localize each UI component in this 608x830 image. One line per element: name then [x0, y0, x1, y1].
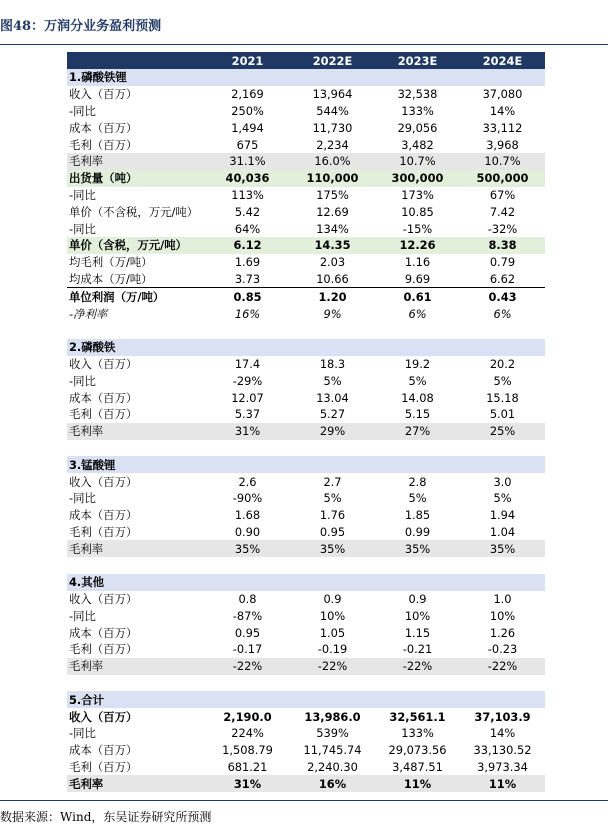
value-cell: 6%	[493, 306, 512, 321]
value-cell: 14.08	[401, 390, 434, 405]
row-label: 收入（百万）	[69, 87, 138, 102]
section-title: 5.合计	[67, 691, 205, 708]
row-label: 单位利润（万/吨）	[69, 289, 165, 304]
value-cell: 1.69	[234, 255, 261, 270]
value-cell: 11,730	[312, 120, 353, 135]
value-cell: 539%	[316, 726, 349, 741]
table-row	[67, 119, 545, 136]
value-cell: 10.7%	[460, 153, 545, 170]
section-spacer	[67, 322, 545, 339]
table-row	[67, 254, 545, 271]
section-header-fill	[205, 339, 290, 356]
value-cell: 14%	[489, 726, 516, 741]
section-header-fill	[375, 339, 460, 356]
value-cell: 10%	[489, 608, 516, 623]
value-cell: 0.43	[488, 289, 517, 304]
section-header-row	[67, 574, 545, 591]
section-header-row	[67, 691, 545, 708]
table-row	[67, 187, 545, 204]
value-cell: 3.0	[493, 474, 512, 489]
value-cell: 500,000	[460, 170, 545, 187]
value-cell: 3,973.34	[477, 760, 528, 775]
value-cell: 27%	[375, 423, 460, 440]
row-label: 成本（百万）	[69, 390, 138, 405]
section-header-fill	[375, 456, 460, 473]
section-header-fill	[375, 574, 460, 591]
header-year-2023e: 2023E	[375, 52, 460, 69]
table-row	[67, 406, 545, 423]
value-cell: 113%	[231, 187, 264, 202]
row-label: 出货量（吨）	[67, 170, 205, 187]
value-cell: -0.23	[487, 642, 518, 657]
table-row	[67, 170, 545, 187]
table-header-row	[67, 52, 545, 69]
value-cell: -22%	[205, 658, 290, 675]
table-row	[67, 591, 545, 608]
value-cell: 12.69	[316, 204, 349, 219]
value-cell: 5%	[408, 491, 427, 506]
table-row	[67, 708, 545, 725]
value-cell: 25%	[460, 423, 545, 440]
row-label: -同比	[69, 103, 96, 118]
row-label: 毛利（百万）	[69, 642, 138, 657]
value-cell: 173%	[401, 187, 434, 202]
row-label: 均毛利（万/吨）	[69, 255, 153, 270]
value-cell: 35%	[375, 540, 460, 557]
row-label: 毛利（百万）	[69, 407, 138, 422]
forecast-table	[67, 52, 545, 792]
value-cell: 67%	[489, 187, 516, 202]
table-row	[67, 136, 545, 153]
section-header-fill	[205, 456, 290, 473]
section-header-row	[67, 339, 545, 356]
value-cell: 33,112	[482, 120, 523, 135]
section-header-fill	[460, 574, 545, 591]
row-label: -同比	[69, 726, 96, 741]
table-row	[67, 507, 545, 524]
value-cell: 1.15	[404, 625, 431, 640]
table-row	[67, 540, 545, 557]
forecast-table-body	[67, 52, 545, 792]
figure-title: 图48：万润分业务盈利预测	[0, 19, 162, 34]
value-cell: 18.3	[319, 356, 346, 371]
value-cell: 5.01	[489, 407, 516, 422]
row-label: 收入（百万）	[69, 474, 138, 489]
value-cell: 2.8	[408, 474, 427, 489]
value-cell: 3,482	[401, 137, 434, 152]
source-note: 数据来源：Wind，东吴证券研究所预测	[0, 810, 212, 824]
value-cell: 31.1%	[205, 153, 290, 170]
value-cell: 19.2	[404, 356, 431, 371]
value-cell: 32,561.1	[389, 709, 446, 724]
spacer-cell	[67, 322, 545, 339]
row-label: 均成本（万/吨）	[67, 271, 205, 288]
value-cell: 37,103.9	[474, 709, 531, 724]
row-label: 毛利（百万）	[69, 524, 138, 539]
value-cell: 0.85	[233, 289, 262, 304]
value-cell: 33,130.52	[473, 743, 532, 758]
value-cell: 2,234	[316, 137, 349, 152]
table-row	[67, 742, 545, 759]
value-cell: 133%	[401, 726, 434, 741]
value-cell: 675	[236, 137, 259, 152]
section-header-fill	[290, 69, 375, 86]
value-cell: 8.38	[460, 237, 545, 254]
table-row	[67, 775, 545, 792]
table-row	[67, 641, 545, 658]
value-cell: 37,080	[482, 87, 523, 102]
spacer-cell	[67, 557, 545, 574]
row-label: 成本（百万）	[69, 743, 138, 758]
section-header-fill	[205, 574, 290, 591]
table-row	[67, 103, 545, 120]
row-label: -同比	[69, 608, 96, 623]
table-row	[67, 423, 545, 440]
table-row	[67, 237, 545, 254]
section-header-fill	[375, 69, 460, 86]
value-cell: -29%	[232, 373, 263, 388]
value-cell: -0.21	[402, 642, 433, 657]
value-cell: 9.69	[375, 271, 460, 288]
row-label: 毛利率	[67, 153, 205, 170]
value-cell: -22%	[460, 658, 545, 675]
value-cell: 1.26	[489, 625, 516, 640]
table-row	[67, 372, 545, 389]
value-cell: 29%	[290, 423, 375, 440]
section-header-row	[67, 456, 545, 473]
value-cell: 250%	[231, 103, 264, 118]
value-cell: 0.79	[489, 255, 516, 270]
value-cell: 1.85	[404, 508, 431, 523]
value-cell: 2,240.30	[307, 760, 358, 775]
value-cell: 134%	[316, 221, 349, 236]
table-row	[67, 86, 545, 103]
header-year-2024e: 2024E	[460, 52, 545, 69]
row-label: 成本（百万）	[69, 120, 138, 135]
value-cell: 16%	[290, 775, 375, 792]
section-spacer	[67, 675, 545, 692]
value-cell: 29,073.56	[388, 743, 447, 758]
value-cell: 35%	[290, 540, 375, 557]
value-cell: 0.9	[408, 592, 427, 607]
table-row	[67, 725, 545, 742]
value-cell: 64%	[234, 221, 261, 236]
value-cell: 15.18	[486, 390, 519, 405]
row-label: 毛利率	[67, 775, 205, 792]
value-cell: -0.17	[232, 642, 263, 657]
value-cell: 10.7%	[375, 153, 460, 170]
header-year-2021: 2021	[205, 52, 290, 69]
section-header-fill	[460, 339, 545, 356]
table-row	[67, 524, 545, 541]
value-cell: -15%	[402, 221, 433, 236]
value-cell: 10.66	[290, 271, 375, 288]
section-title: 1.磷酸铁锂	[67, 69, 205, 86]
section-header-fill	[290, 691, 375, 708]
value-cell: 1.94	[489, 508, 516, 523]
value-cell: 544%	[316, 103, 349, 118]
row-label: 单价（不含税，万元/吨）	[69, 204, 199, 219]
row-label: 收入（百万）	[69, 592, 138, 607]
value-cell: 1.05	[319, 625, 346, 640]
section-title: 4.其他	[67, 574, 205, 591]
value-cell: 2.6	[238, 474, 257, 489]
value-cell: -22%	[290, 658, 375, 675]
value-cell: 1.68	[234, 508, 261, 523]
table-row	[67, 271, 545, 288]
value-cell: 17.4	[234, 356, 261, 371]
row-label: 毛利（百万）	[69, 760, 138, 775]
section-header-fill	[205, 69, 290, 86]
value-cell: 5%	[323, 491, 342, 506]
value-cell: 110,000	[290, 170, 375, 187]
row-label: 收入（百万）	[69, 356, 138, 371]
value-cell: 2,190.0	[223, 709, 272, 724]
value-cell: 1,508.79	[222, 743, 273, 758]
value-cell: 681.21	[227, 760, 268, 775]
table-row	[67, 608, 545, 625]
section-title: 2.磷酸铁	[67, 339, 205, 356]
value-cell: 1.16	[404, 255, 431, 270]
table-row	[67, 473, 545, 490]
value-cell: 175%	[316, 187, 349, 202]
value-cell: 13,964	[312, 87, 353, 102]
header-blank-cell	[67, 52, 205, 69]
value-cell: 1.20	[318, 289, 347, 304]
value-cell: 1.0	[493, 592, 512, 607]
value-cell: -0.19	[317, 642, 348, 657]
row-label: 毛利率	[67, 540, 205, 557]
value-cell: 6.62	[460, 271, 545, 288]
value-cell: 5%	[493, 373, 512, 388]
value-cell: 11,745.74	[303, 743, 362, 758]
spacer-cell	[67, 440, 545, 457]
value-cell: 3.73	[205, 271, 290, 288]
table-row	[67, 490, 545, 507]
title-rule	[0, 44, 608, 45]
value-cell: 14.35	[290, 237, 375, 254]
value-cell: 3,968	[486, 137, 519, 152]
section-header-fill	[205, 691, 290, 708]
value-cell: 10.85	[401, 204, 434, 219]
table-row	[67, 658, 545, 675]
table-row	[67, 305, 545, 322]
value-cell: 31%	[205, 423, 290, 440]
value-cell: 3,487.51	[392, 760, 443, 775]
value-cell: 12.07	[231, 390, 264, 405]
value-cell: 35%	[460, 540, 545, 557]
row-label: 成本（百万）	[69, 508, 138, 523]
section-header-row	[67, 69, 545, 86]
value-cell: 2.7	[323, 474, 342, 489]
value-cell: 0.95	[319, 524, 346, 539]
value-cell: 20.2	[489, 356, 516, 371]
value-cell: 9%	[323, 306, 342, 321]
value-cell: 5.42	[234, 204, 261, 219]
value-cell: 29,056	[397, 120, 438, 135]
value-cell: 13.04	[316, 390, 349, 405]
value-cell: 5.15	[404, 407, 431, 422]
table-row	[67, 356, 545, 373]
spacer-cell	[67, 675, 545, 692]
value-cell: 2,169	[231, 87, 264, 102]
value-cell: 14%	[489, 103, 516, 118]
value-cell: 0.61	[403, 289, 432, 304]
value-cell: 5.37	[234, 407, 261, 422]
value-cell: 0.9	[323, 592, 342, 607]
value-cell: 1.04	[489, 524, 516, 539]
section-header-fill	[290, 574, 375, 591]
value-cell: 5%	[493, 491, 512, 506]
value-cell: 6.12	[205, 237, 290, 254]
table-row	[67, 759, 545, 776]
value-cell: -90%	[232, 491, 263, 506]
value-cell: 0.99	[404, 524, 431, 539]
section-header-fill	[290, 339, 375, 356]
value-cell: 11%	[460, 775, 545, 792]
table-row	[67, 389, 545, 406]
value-cell: 6%	[408, 306, 427, 321]
value-cell: 13,986.0	[304, 709, 361, 724]
section-spacer	[67, 440, 545, 457]
value-cell: 0.95	[234, 625, 261, 640]
value-cell: -32%	[487, 221, 518, 236]
value-cell: -87%	[232, 608, 263, 623]
value-cell: 16.0%	[290, 153, 375, 170]
value-cell: 32,538	[397, 87, 438, 102]
value-cell: 7.42	[489, 204, 516, 219]
value-cell: -22%	[375, 658, 460, 675]
value-cell: 11%	[375, 775, 460, 792]
table-row	[67, 624, 545, 641]
row-label: 成本（百万）	[69, 625, 138, 640]
value-cell: 5%	[408, 373, 427, 388]
row-label: -同比	[69, 221, 96, 236]
row-label: -同比	[69, 491, 96, 506]
value-cell: 224%	[231, 726, 264, 741]
row-label: -净利率	[69, 306, 108, 321]
value-cell: 40,036	[205, 170, 290, 187]
row-label: 毛利（百万）	[69, 137, 138, 152]
table-row	[67, 153, 545, 170]
row-label: 毛利率	[67, 423, 205, 440]
value-cell: 5%	[323, 373, 342, 388]
section-spacer	[67, 557, 545, 574]
table-row	[67, 288, 545, 305]
value-cell: 2.03	[319, 255, 346, 270]
value-cell: 10%	[319, 608, 346, 623]
row-label: -同比	[69, 373, 96, 388]
value-cell: 133%	[401, 103, 434, 118]
row-label: -同比	[69, 187, 96, 202]
section-title: 3.锰酸锂	[67, 456, 205, 473]
value-cell: 5.27	[319, 407, 346, 422]
value-cell: 1.76	[319, 508, 346, 523]
section-header-fill	[290, 456, 375, 473]
row-label: 毛利率	[67, 658, 205, 675]
value-cell: 31%	[205, 775, 290, 792]
section-header-fill	[460, 69, 545, 86]
value-cell: 16%	[234, 306, 261, 321]
section-header-fill	[375, 691, 460, 708]
table-row	[67, 220, 545, 237]
value-cell: 10%	[404, 608, 431, 623]
table-row	[67, 203, 545, 220]
row-label: 单价（含税，万元/吨）	[67, 237, 205, 254]
section-header-fill	[460, 691, 545, 708]
value-cell: 0.8	[238, 592, 257, 607]
value-cell: 1,494	[231, 120, 264, 135]
value-cell: 35%	[205, 540, 290, 557]
row-label: 收入（百万）	[69, 709, 138, 724]
section-header-fill	[460, 456, 545, 473]
value-cell: 0.90	[234, 524, 261, 539]
header-year-2022e: 2022E	[290, 52, 375, 69]
source-rule	[0, 800, 608, 801]
value-cell: 12.26	[375, 237, 460, 254]
value-cell: 300,000	[375, 170, 460, 187]
